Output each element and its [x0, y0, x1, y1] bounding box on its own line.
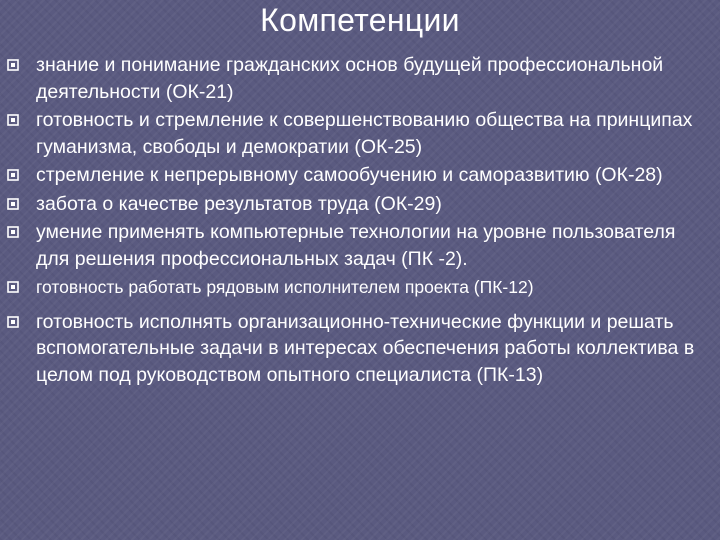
list-item	[0, 191, 720, 218]
list-item	[0, 162, 720, 189]
list-item	[0, 52, 720, 105]
bullet-text: забота о качестве результатов труда (ОК-29)	[36, 192, 442, 215]
bullet-list	[0, 52, 720, 390]
bullet-text: стремление к непрерывному самообучению и саморазвитию (ОК-28)	[36, 164, 663, 186]
list-item	[0, 309, 720, 389]
square-bullet-icon	[7, 114, 19, 126]
slide-title: Компетенции	[260, 2, 460, 38]
square-bullet-icon	[7, 59, 19, 71]
bullet-text: готовность исполнять организационно-технические функции и решать вспомогательные задачи в интересах обеспечения работы коллектива в целом под руководством опытного специалиста (ПК-13)	[36, 310, 695, 386]
square-bullet-icon	[7, 281, 19, 293]
square-bullet-icon	[7, 198, 19, 210]
square-bullet-icon	[7, 226, 19, 238]
list-item	[0, 219, 720, 272]
list-item	[0, 107, 720, 160]
square-bullet-icon	[7, 169, 19, 181]
square-bullet-icon	[7, 316, 19, 328]
list-item	[0, 274, 720, 301]
bullet-text: умение применять компьютерные технологии на уровне пользователя для решения профессиональных задач (ПК -2).	[36, 221, 676, 270]
bullet-text: знание и понимание гражданских основ будущей профессиональной деятельности (ОК-21)	[36, 54, 664, 103]
bullet-text: готовность и стремление к совершенствованию общества на принципах гуманизма, свободы и демократии (ОК-25)	[36, 109, 693, 158]
bullet-text: готовность работать рядовым исполнителем проекта (ПК-12)	[36, 277, 534, 297]
